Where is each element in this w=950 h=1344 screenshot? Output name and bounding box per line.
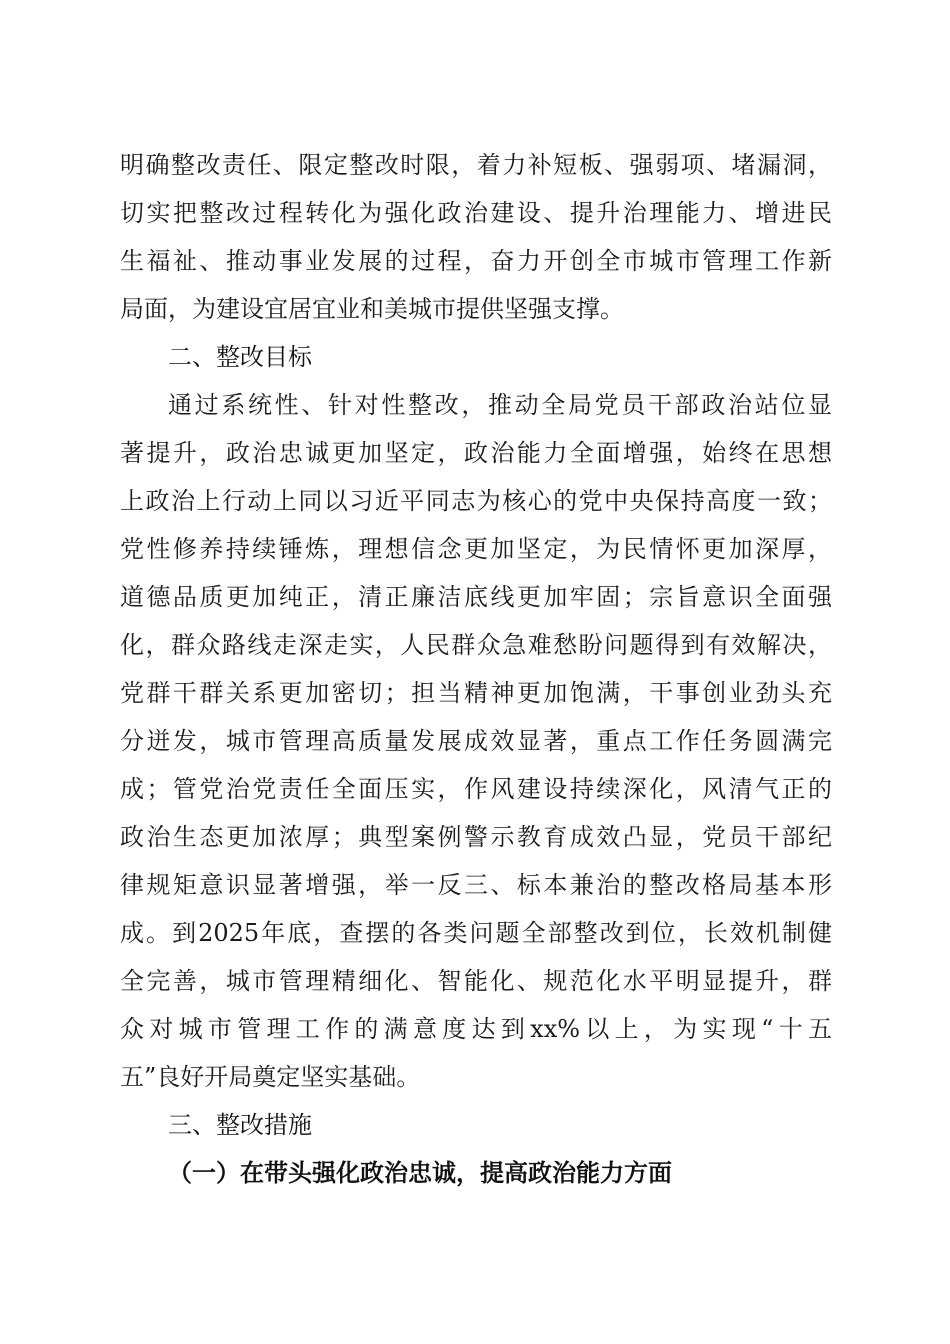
section-heading-goals: 二、整改目标 (168, 343, 312, 371)
paragraph-line: 上政治上行动上同以习近平同志为核心的党中央保持高度一致； (120, 487, 832, 515)
paragraph-line: 全完善，城市管理精细化、智能化、规范化水平明显提升，群 (120, 967, 832, 995)
paragraph-line: 著提升，政治忠诚更加坚定，政治能力全面增强，始终在思想 (120, 439, 832, 467)
paragraph-line: 生福祉、推动事业发展的过程，奋力开创全市城市管理工作新 (120, 247, 832, 275)
section-heading-measures: 三、整改措施 (168, 1111, 312, 1139)
paragraph-line: 政治生态更加浓厚；典型案例警示教育成效凸显，党员干部纪 (120, 823, 832, 851)
paragraph-line: 律规矩意识显著增强，举一反三、标本兼治的整改格局基本形 (120, 871, 832, 899)
paragraph-line: 通过系统性、针对性整改，推动全局党员干部政治站位显 (168, 391, 832, 419)
paragraph-line: 道德品质更加纯正，清正廉洁底线更加牢固；宗旨意识全面强 (120, 583, 832, 611)
paragraph-line: 五”良好开局奠定坚实基础。 (120, 1063, 421, 1091)
paragraph-line: 局面，为建设宜居宜业和美城市提供坚强支撑。 (120, 295, 624, 323)
paragraph-line: 成；管党治党责任全面压实，作风建设持续深化，风清气正的 (120, 775, 832, 803)
paragraph-line: 明确整改责任、限定整改时限，着力补短板、强弱项、堵漏洞， (120, 151, 832, 179)
paragraph-line: 众对城市管理工作的满意度达到xx%以上，为实现“十五 (120, 1015, 832, 1043)
paragraph-line: 化，群众路线走深走实，人民群众急难愁盼问题得到有效解决， (120, 631, 832, 659)
paragraph-line: 切实把整改过程转化为强化政治建设、提升治理能力、增进民 (120, 199, 832, 227)
paragraph-line: 分迸发，城市管理高质量发展成效显著，重点工作任务圆满完 (120, 727, 832, 755)
paragraph-line: 党群干群关系更加密切；担当精神更加饱满，干事创业劲头充 (120, 679, 832, 707)
paragraph-line: 党性修养持续锤炼，理想信念更加坚定，为民情怀更加深厚， (120, 535, 832, 563)
subsection-heading: （一）在带头强化政治忠诚，提高政治能力方面 (168, 1158, 672, 1187)
paragraph-line: 成。到2025年底，查摆的各类问题全部整改到位，长效机制健 (120, 919, 832, 947)
